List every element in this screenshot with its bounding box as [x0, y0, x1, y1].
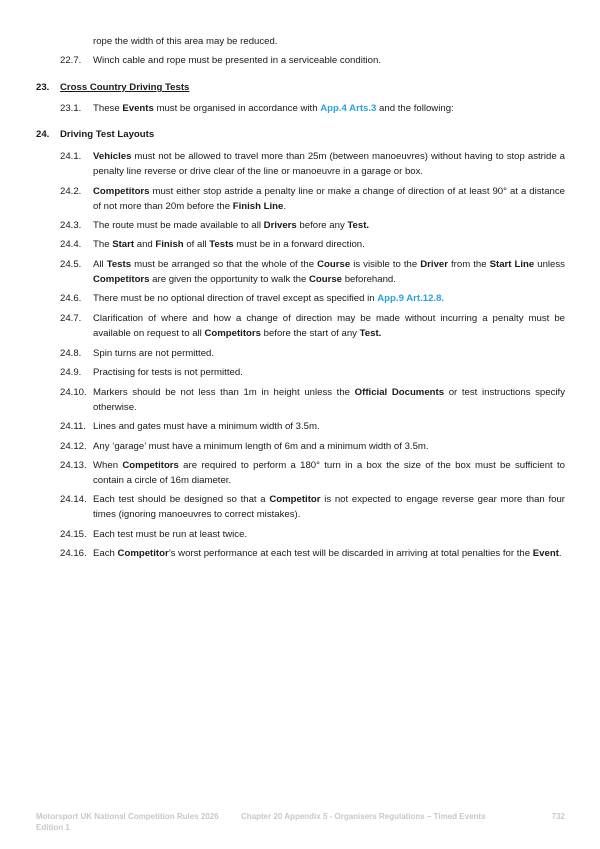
item-number: 24.11.: [60, 421, 86, 432]
item-number: 24.1.: [60, 151, 82, 162]
item-text: Each test must be run at least twice.: [93, 529, 248, 540]
item-number: 24.6.: [60, 293, 82, 304]
footer-publication: Motorsport UK National Competition Rules 2026: [36, 812, 219, 821]
item-number: 23.1.: [60, 103, 82, 114]
cross-reference-link[interactable]: App.9 Art.12.8.: [377, 293, 445, 304]
item-number: 24.12.: [60, 441, 87, 452]
item-number: 22.7.: [60, 55, 82, 66]
footer-page-number: 732: [551, 812, 565, 821]
item-text: Markers should be not less than 1m in height unless the Official Documents or test instructions specify otherwise.: [93, 387, 565, 413]
item-text: All Tests must be arranged so that the whole of the Course is visible to the Driver from the Start Line unless Competitors are given the opportunity to walk the Course beforehand.: [93, 259, 565, 285]
item-text: Practising for tests is not permitted.: [93, 367, 243, 378]
item-number: 24.7.: [60, 313, 82, 324]
item-text: Vehicles must not be allowed to travel more than 25m (between manoeuvres) without having to stop astride a penalty line reverse or drive clear of the line or manoeuvre in a garage or box.: [93, 151, 565, 177]
item-number: 24.9.: [60, 367, 82, 378]
section-title: Driving Test Layouts: [60, 129, 155, 140]
item-number: 24.5.: [60, 259, 82, 270]
item-text: Any ‘garage’ must have a minimum length of 6m and a minimum width of 3.5m.: [93, 441, 429, 452]
item-number: 24.8.: [60, 348, 82, 359]
item-text: Competitors must either stop astride a penalty line or make a change of direction of at least 90° at a distance of not more than 20m before the Finish Line.: [93, 186, 565, 212]
item-text: The Start and Finish of all Tests must be in a forward direction.: [93, 239, 365, 250]
item-number: 24.13.: [60, 460, 87, 471]
item-text: Each Competitor’s worst performance at each test will be discarded in arriving at total penalties for the Event.: [93, 548, 562, 559]
item-text: Clarification of where and how a change of direction may be made without incurring a penalty must be available on request to all Competitors before the start of any Test.: [93, 313, 565, 339]
cross-reference-link[interactable]: App.4 Arts.3: [320, 103, 377, 114]
item-number: 24.4.: [60, 239, 82, 250]
item-text: Spin turns are not permitted.: [93, 348, 215, 359]
item-text: Each test should be designed so that a Competitor is not expected to engage reverse gear more than four times (ignoring manoeuvres to correct mistakes).: [93, 494, 566, 520]
item-text: There must be no optional direction of travel except as specified in App.9 Art.12.8.: [93, 293, 445, 304]
item-number: 24.10.: [60, 387, 87, 398]
item-text: The route must be made available to all Drivers before any Test.: [93, 220, 370, 231]
item-text: These Events must be organised in accordance with App.4 Arts.3 and the following:: [93, 103, 454, 114]
section-title: Cross Country Driving Tests: [60, 82, 190, 93]
item-number: 24.14.: [60, 494, 87, 505]
section-number: 24.: [36, 129, 50, 140]
item-text: When Competitors are required to perform a 180° turn in a box the size of the box must be sufficient to contain a circle of 16m diameter.: [93, 460, 565, 486]
item-text: Lines and gates must have a minimum width of 3.5m.: [93, 421, 320, 432]
footer-edition: Edition 1: [36, 823, 70, 832]
item-number: 24.15.: [60, 529, 87, 540]
item-number: 24.16.: [60, 548, 87, 559]
footer-chapter: Chapter 20 Appendix 5 - Organisers Regulations – Timed Events: [241, 812, 486, 821]
continuation-text: rope the width of this area may be reduced.: [93, 36, 278, 47]
item-number: 24.2.: [60, 186, 82, 197]
item-number: 24.3.: [60, 220, 82, 231]
item-text: Winch cable and rope must be presented in a serviceable condition.: [93, 55, 381, 66]
section-number: 23.: [36, 82, 50, 93]
